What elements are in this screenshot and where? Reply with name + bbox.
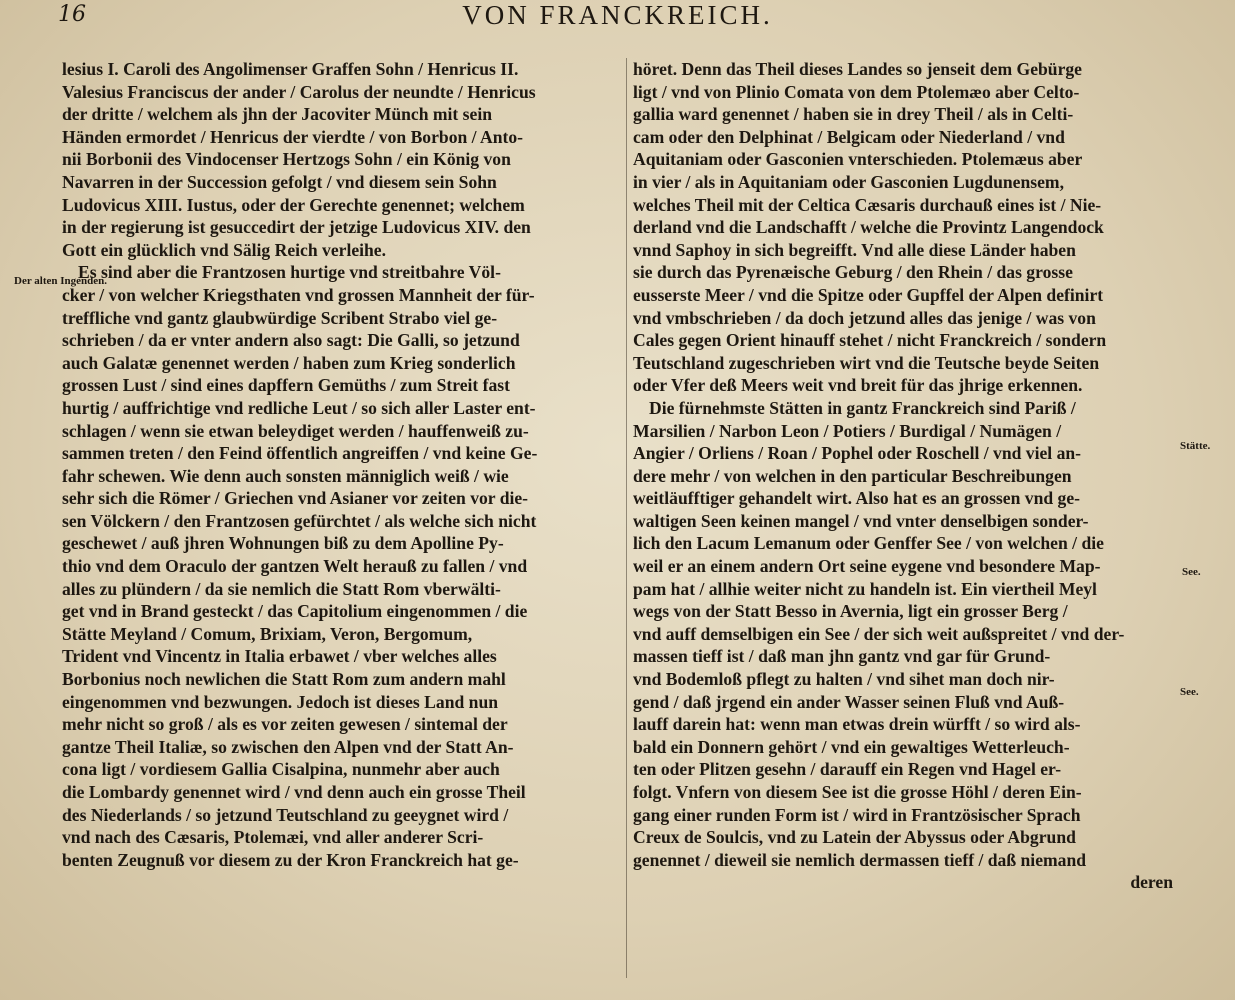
text-line: Borbonius noch newlichen die Statt Rom zum andern mahl [62, 669, 506, 690]
text-line: eusserste Meer / vnd die Spitze oder Gupffel der Alpen definirt [633, 284, 1104, 305]
column-divider [626, 58, 627, 978]
text-line: benten Zeugnuß vor diesem zu der Kron Franckreich hat ge- [62, 849, 519, 870]
text-line: vnd auff demselbigen ein See / der sich weit außspreitet / vnd der- [633, 623, 1125, 644]
text-line: Es sind aber die Frantzosen hurtige vnd streitbahre Völ- [78, 262, 501, 283]
text-line: Cales gegen Orient hinauff stehet / nicht Franckreich / sondern [633, 330, 1107, 351]
text-line: dere mehr / von welchen in den particular Beschreibungen [633, 465, 1072, 486]
text-line: bald ein Donnern gehört / vnd ein gewaltiges Wetterleuch- [633, 736, 1070, 757]
text-line: Creux de Soulcis, vnd zu Latein der Abyssus oder Abgrund [633, 827, 1076, 848]
text-line: wegs von der Statt Besso in Avernia, ligt ein grosser Berg / [633, 601, 1068, 622]
text-line: des Niederlands / so jetzund Teutschland zu geeygnet wird / [62, 804, 509, 825]
text-line: Ludovicus XIII. Iustus, oder der Gerechte genennet; welchem [62, 194, 525, 215]
text-line: eingenommen vnd bezwungen. Jedoch ist dieses Land nun [62, 691, 499, 712]
text-line: vnnd Saphoy in sich begreifft. Vnd alle diese Länder haben [633, 239, 1076, 260]
text-line: gantze Theil Italiæ, so zwischen den Alpen vnd der Statt An- [62, 736, 514, 757]
text-line: die Lombardy genennet wird / vnd denn auch ein grosse Theil [62, 782, 526, 802]
text-line: auch Galatæ genennet werden / haben zum Krieg sonderlich [62, 352, 516, 373]
text-line: ligt / vnd von Plinio Comata von dem Ptolemæo aber Celto- [633, 81, 1080, 102]
text-line: sen Völckern / den Frantzosen gefürchtet / als welche sich nicht [62, 510, 537, 531]
text-line: Die fürnehmste Stätten in gantz Franckreich sind Pariß / [649, 397, 1076, 418]
text-line: vnd nach des Cæsaris, Ptolemæi, vnd aller anderer Scri- [62, 827, 484, 848]
text-line: gallia ward genennet / haben sie in drey Theil / als in Celti- [633, 104, 1074, 125]
page-number: 16 [58, 2, 86, 27]
text-line: lesius I. Caroli des Angolimenser Graffen Sohn / Henricus II. [62, 59, 519, 79]
text-line: get vnd in Brand gesteckt / das Capitolium eingenommen / die [62, 601, 528, 622]
text-line: mehr nicht so groß / als es vor zeiten gewesen / sintemal der [62, 714, 508, 735]
text-line: ten oder Plitzen gesehn / darauff ein Regen vnd Hagel er- [633, 759, 1062, 780]
text-line: cker / von welcher Kriegsthaten vnd grossen Mannheit der für- [62, 284, 535, 305]
text-line: hurtig / auffrichtige vnd redliche Leut / so sich aller Laster ent- [62, 397, 536, 418]
text-line: pam hat / allhie weiter nicht zu handeln ist. Ein viertheil Meyl [633, 578, 1097, 599]
margin-note-left: Der alten Ingenden. [14, 275, 107, 287]
text-line: Valesius Franciscus der ander / Carolus der neundte / Henricus [62, 81, 536, 102]
text-line: vnd vmbschrieben / da doch jetzund alles das jenige / was von [633, 307, 1096, 328]
margin-note-right-2: See. [1182, 566, 1201, 578]
text-line: grossen Lust / sind eines dapffern Gemüths / zum Streit fast [62, 375, 511, 396]
text-line: Marsilien / Narbon Leon / Potiers / Burdigal / Numägen / [633, 420, 1062, 441]
text-line: schlagen / wenn sie etwan beleydiget werden / hauffenweiß zu- [62, 420, 529, 441]
right-column [633, 58, 1173, 894]
text-line: weitläufftiger gehandelt wirt. Also hat es an grossen vnd ge- [633, 488, 1080, 509]
text-line: sammen treten / den Feind öffentlich angreiffen / vnd keine Ge- [62, 443, 538, 464]
text-line: massen tieff ist / daß man jhn gantz vnd gar für Grund- [633, 646, 1051, 667]
text-line: sie durch das Pyrenæische Geburg / den Rhein / das grosse [633, 262, 1073, 283]
text-line: Teutschland zugeschrieben wirt vnd die Teutsche beyde Seiten [633, 352, 1100, 373]
text-line: schrieben / da er vnter andern also sagt: Die Galli, so jetzund [62, 330, 520, 351]
text-line: weil er an einem andern Ort seine eygene vnd besondere Map- [633, 556, 1101, 577]
text-line: folgt. Vnfern von diesem See ist die grosse Höhl / deren Ein- [633, 782, 1082, 802]
text-line: oder Vfer deß Meers weit vnd breit für das jhrige erkennen. [633, 375, 1083, 396]
text-line: nii Borbonii des Vindocenser Hertzogs Sohn / ein König von [62, 149, 511, 170]
text-line: Stätte Meyland / Comum, Brixiam, Veron, Bergomum, [62, 623, 473, 644]
text-line: treffliche vnd gantz glaubwürdige Scribent Strabo viel ge- [62, 307, 498, 328]
text-line: geschewet / auß jhren Wohnungen biß zu dem Apolline Py- [62, 533, 504, 554]
text-line: Navarren in der Succession gefolgt / vnd diesem sein Sohn [62, 171, 497, 192]
text-line: waltigen Seen keinen mangel / vnd vnter denselbigen sonder- [633, 510, 1089, 531]
running-head: VON FRANCKREICH. [462, 0, 773, 30]
text-line: in vier / als in Aquitaniam oder Gasconien Lugdunensem, [633, 171, 1064, 192]
text-line: in der regierung ist gesuccedirt der jetzige Ludovicus XIV. den [62, 217, 531, 238]
text-line: vnd Bodemloß pflegt zu halten / vnd sihet man doch nir- [633, 669, 1055, 690]
text-line: Trident vnd Vincentz in Italia erbawet / vber welches alles [62, 646, 497, 667]
text-line: sehr sich die Römer / Griechen vnd Asianer vor zeiten vor die- [62, 488, 529, 509]
text-line: deren [1130, 872, 1173, 893]
text-line: lauff darein hat: wenn man etwas drein würfft / so wird als- [633, 714, 1081, 735]
margin-note-right-1: Stätte. [1180, 440, 1211, 452]
text-line: fahr schewen. Wie denn auch sonsten männiglich weiß / wie [62, 465, 509, 486]
text-line: höret. Denn das Theil dieses Landes so jenseit dem Gebürge [633, 59, 1082, 79]
text-line: cam oder den Delphinat / Belgicam oder Niederland / vnd [633, 126, 1065, 147]
text-line: genennet / dieweil sie nemlich dermassen tieff / daß niemand [633, 849, 1087, 870]
text-line: lich den Lacum Lemanum oder Genffer See / von welchen / die [633, 533, 1104, 554]
text-line: Gott ein glücklich vnd Sälig Reich verleihe. [62, 239, 387, 260]
text-line: Aquitaniam oder Gasconien vnterschieden. Ptolemæus aber [633, 149, 1083, 170]
text-line: der dritte / welchem als jhn der Jacoviter Münch mit sein [62, 104, 493, 125]
text-line: cona ligt / vordiesem Gallia Cisalpina, nunmehr aber auch [62, 759, 500, 780]
text-line: thio vnd dem Oraculo der gantzen Welt herauß zu fallen / vnd [62, 556, 528, 577]
text-line: derland vnd die Landschafft / welche die Provintz Langendock [633, 217, 1104, 238]
text-line: Angier / Orliens / Roan / Pophel oder Roschell / vnd viel an- [633, 443, 1082, 464]
text-line: gend / daß jrgend ein ander Wasser seinen Fluß vnd Auß- [633, 691, 1065, 712]
text-line: gang einer runden Form ist / wird in Frantzösischer Sprach [633, 804, 1081, 825]
text-line: welches Theil mit der Celtica Cæsaris durchauß eines ist / Nie- [633, 194, 1102, 215]
text-line: Händen ermordet / Henricus der vierdte / von Borbon / Anto- [62, 126, 524, 147]
margin-note-right-3: See. [1180, 686, 1199, 698]
text-line: alles zu plündern / da sie nemlich die Statt Rom vberwälti- [62, 578, 501, 599]
left-column [62, 58, 622, 871]
